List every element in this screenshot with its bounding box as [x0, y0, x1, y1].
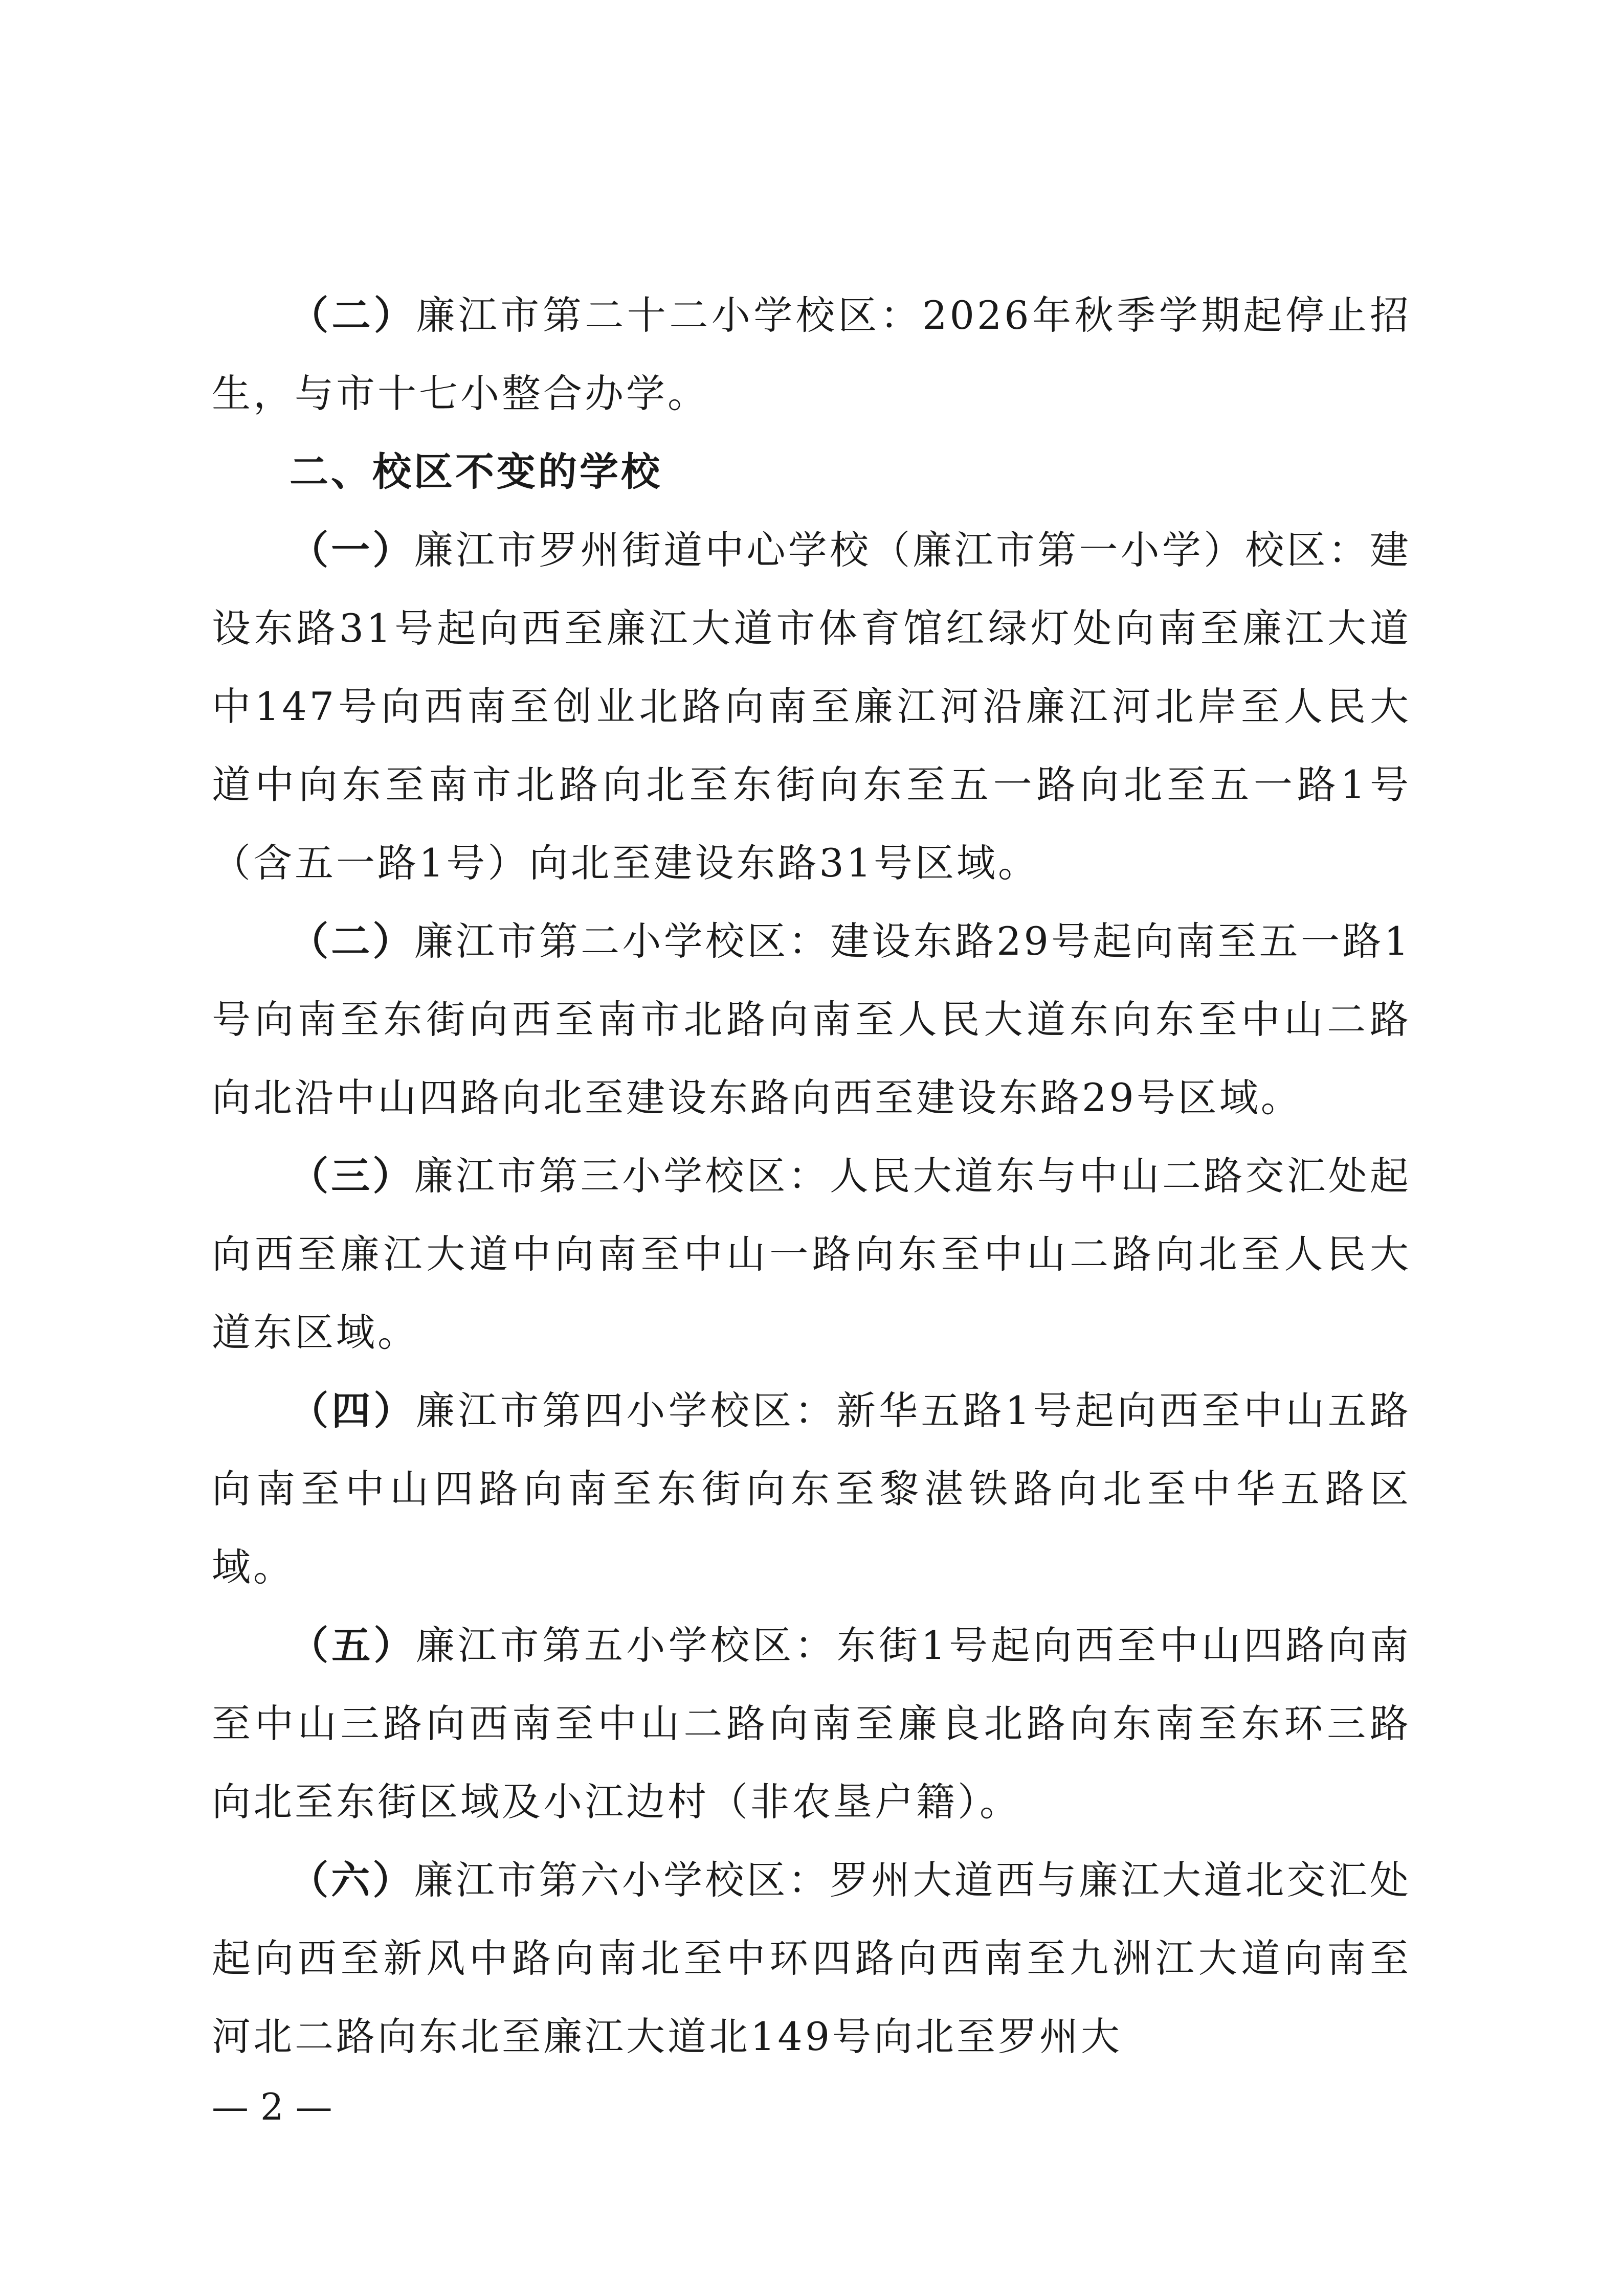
- paragraph-school-4: [212, 1371, 1411, 1606]
- paragraph-school-2: [212, 902, 1411, 1137]
- paragraph-text: 廉江市第五小学校区：东街1号起向西至中山四路向南至中山三路向西南至中山二路向南至廉良北路向东南至东环三路向北至东街区域及小江边村（非农垦户籍）。: [212, 1623, 1412, 1825]
- item-label: （二）: [290, 918, 414, 964]
- document-body: [212, 276, 1411, 2076]
- section-heading-unchanged-schools: 二、校区不变的学校: [290, 449, 662, 494]
- paragraph-school-22: [212, 276, 1411, 433]
- paragraph-text: 廉江市罗州街道中心学校（廉江市第一小学）校区：建设东路31号起向西至廉江大道市体育馆红绿灯处向南至廉江大道中147号向西南至创业北路向南至廉江河沿廉江河北岸至人民大道中向东至南市北路向北至东街向东至五一路向北至五一路1号（含五一路1号）向北至建设东路31号区域。: [212, 527, 1412, 886]
- paragraph-school-3: [212, 1137, 1411, 1371]
- item-label: （五）: [290, 1623, 416, 1668]
- paragraph-text: 廉江市第二小学校区：建设东路29号起向南至五一路1号向南至东街向西至南市北路向南至人民大道东向东至中山二路向北沿中山四路向北至建设东路向西至建设东路29号区域。: [212, 918, 1412, 1120]
- paragraph-school-1: [212, 511, 1411, 902]
- paragraph-school-6: [212, 1841, 1411, 2076]
- item-label: （三）: [290, 1153, 414, 1199]
- paragraph-text: 廉江市第四小学校区：新华五路1号起向西至中山五路向南至中山四路向南至东街向东至黎湛铁路向北至中华五路区域。: [212, 1388, 1412, 1590]
- item-label: （一）: [290, 527, 414, 573]
- paragraph-text: 廉江市第六小学校区：罗州大道西与廉江大道北交汇处起向西至新风中路向南北至中环四路向西南至九洲江大道向南至河北二路向东北至廉江大道北149号向北至罗州大: [212, 1857, 1412, 2059]
- paragraph-text: 廉江市第三小学校区：人民大道东与中山二路交汇处起向西至廉江大道中向南至中山一路向东至中山二路向北至人民大道东区域。: [212, 1153, 1412, 1355]
- page-number: — 2 —: [212, 2085, 332, 2128]
- paragraph-school-5: [212, 1606, 1411, 1841]
- paragraph-text: 廉江市第二十二小学校区：2026年秋季学期起停止招生，与市十七小整合办学。: [212, 292, 1411, 416]
- item-label: （四）: [290, 1388, 416, 1433]
- item-label: （六）: [290, 1857, 414, 1903]
- item-label: （二）: [290, 292, 416, 338]
